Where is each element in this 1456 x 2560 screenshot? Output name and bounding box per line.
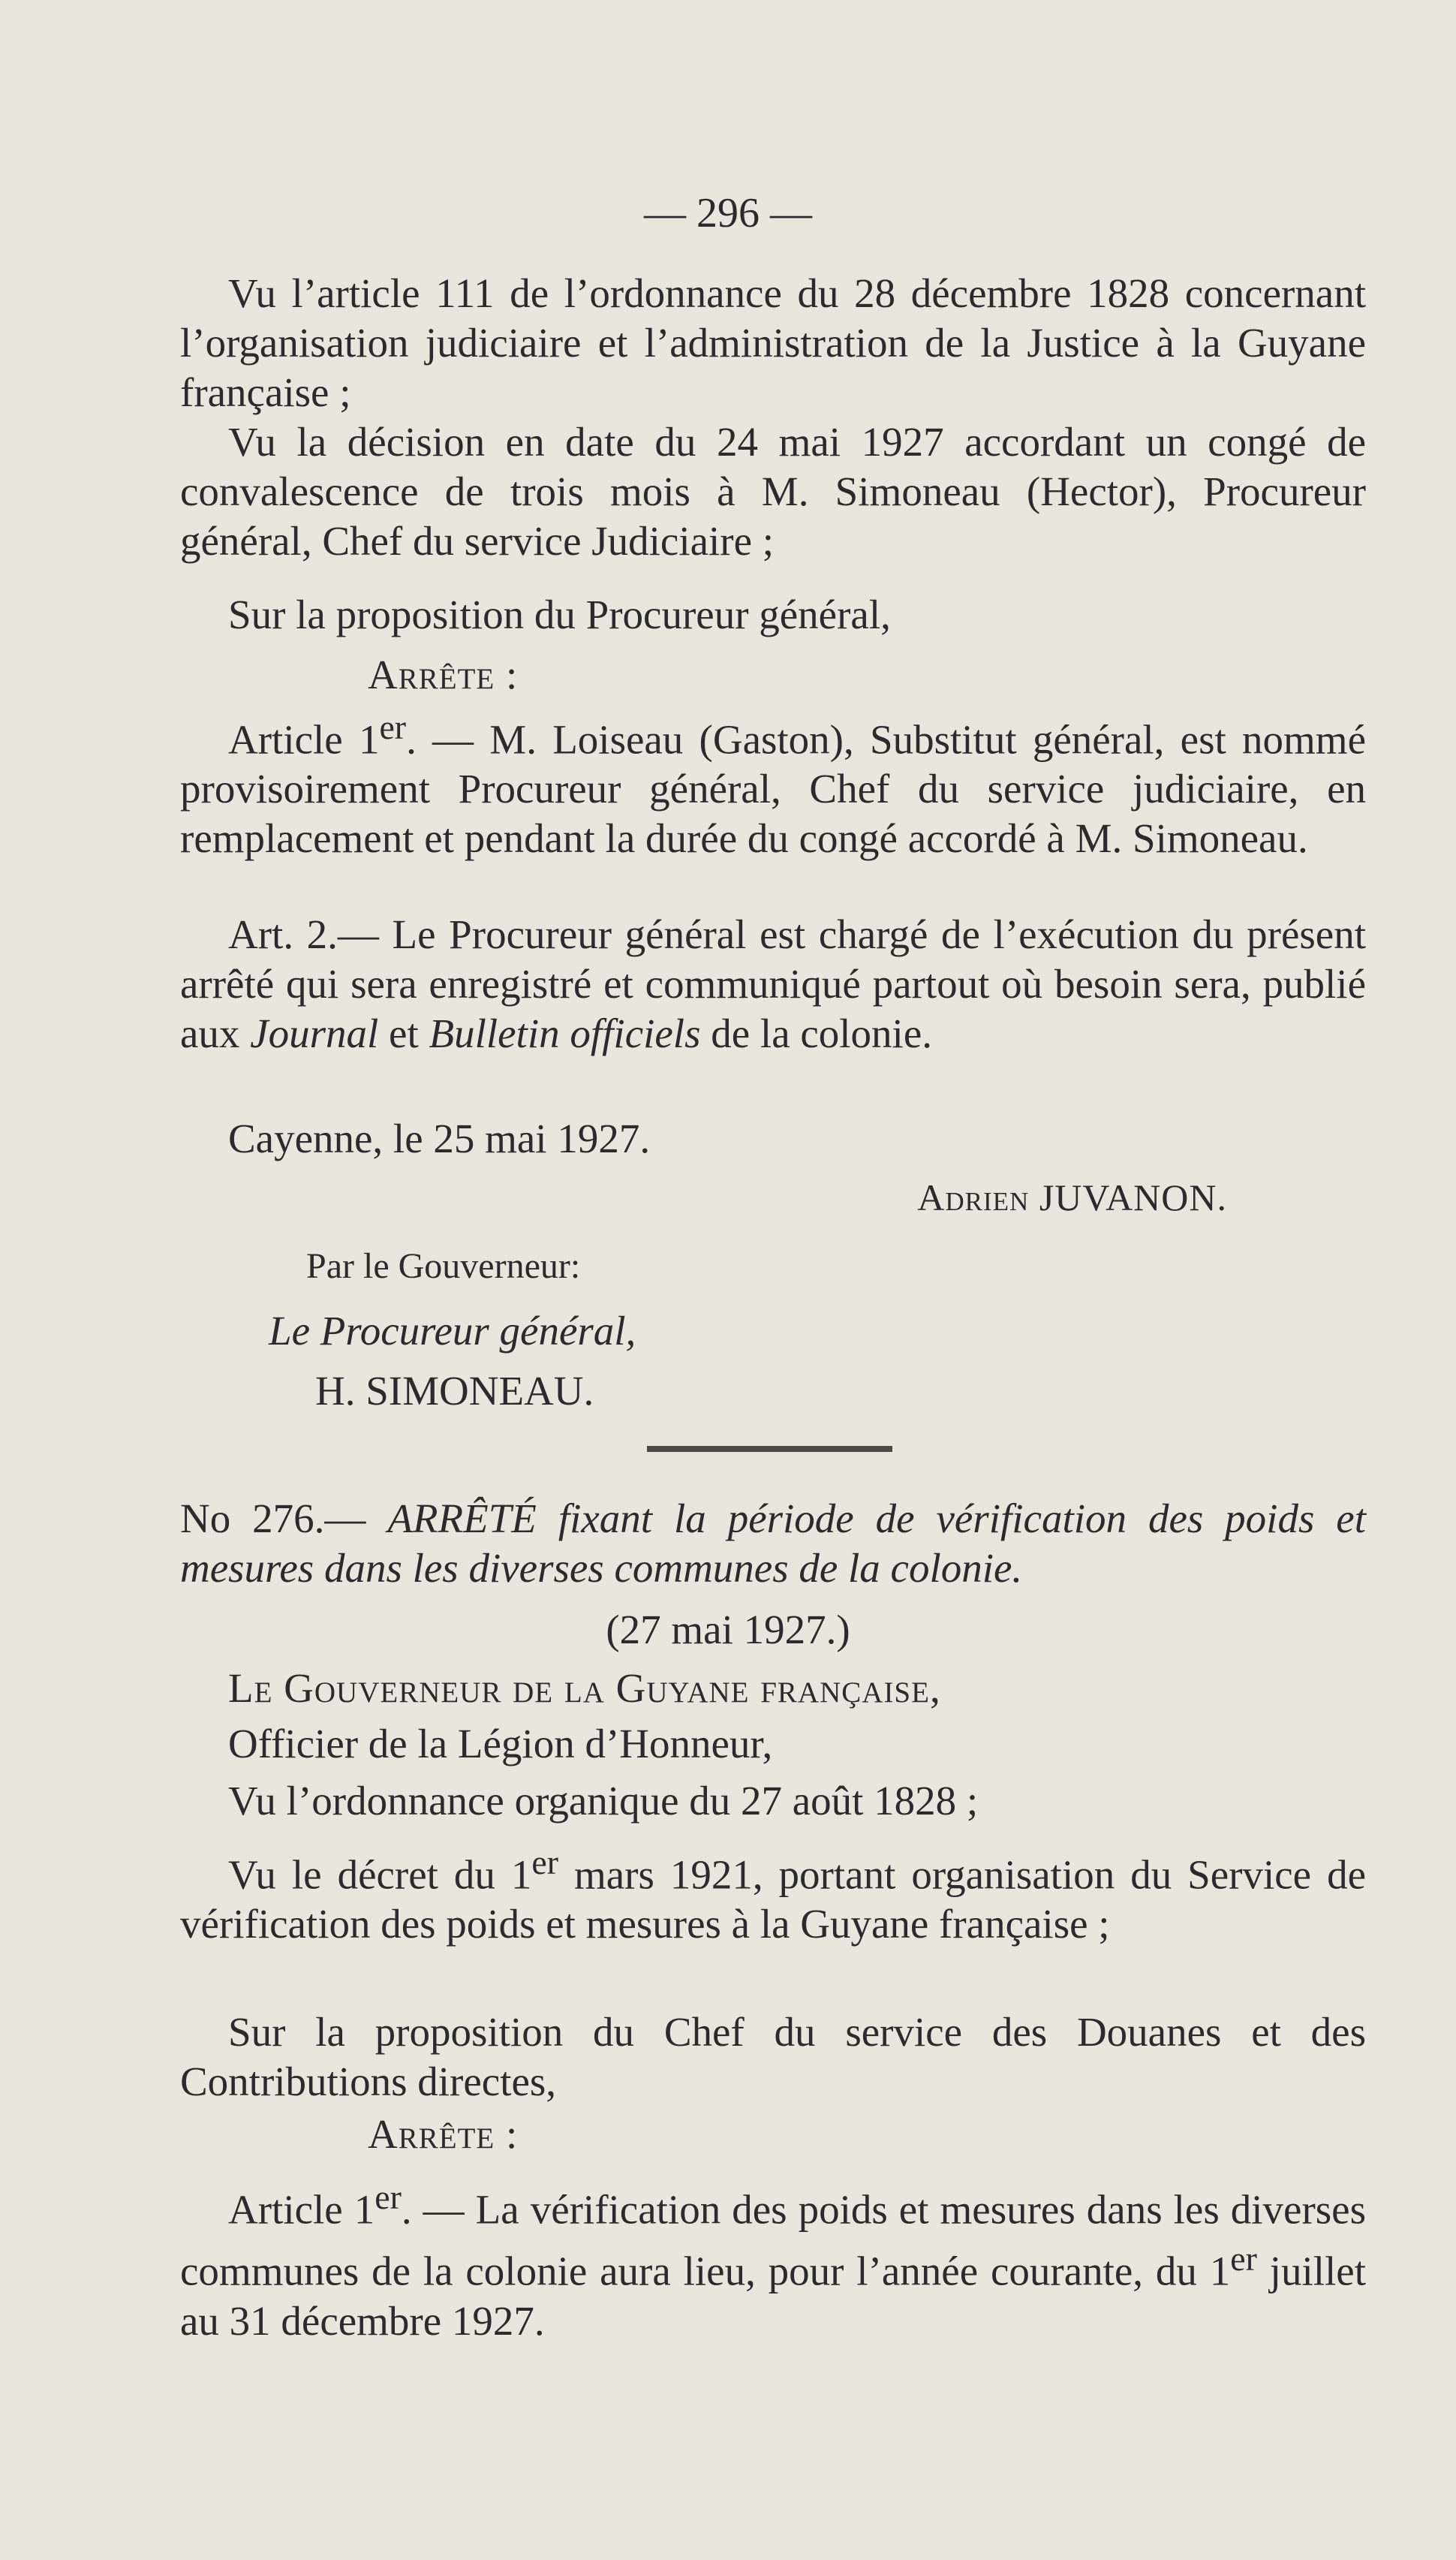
governor-signature: Adrien JUVANON. <box>917 1176 1227 1218</box>
article-1-text: . — M. Loiseau (Gaston), Substitut général, est nommé provisoirement Procureur général, Chef du service judiciaire, en remplacement et pendant la durée du congé accordé à M. Simoneau. <box>180 716 1366 862</box>
decree-2-article-1-label: Article 1 <box>228 2186 375 2233</box>
decree-2-number: No 276.— <box>180 1495 388 1541</box>
section-divider <box>647 1446 892 1452</box>
article-1-label: Article 1 <box>228 716 380 763</box>
place-date: Cayenne, le 25 mai 1927. <box>228 1116 651 1161</box>
decree-2-title: ARRÊTÉ fixant la période de vérification des poids et mesures dans les diverses communes de la colonie. <box>180 1495 1366 1591</box>
article-1 <box>180 703 1366 863</box>
governor-text: Le Gouverneur de la Guyane française, <box>228 1665 941 1711</box>
considerant-article-111: Vu l’article 111 de l’ordonnance du 28 décembre 1828 concernant l’organisation judiciaire et l’administration de la Justice à la Guyane française ; <box>180 270 1366 415</box>
prosecutor-name: H. SIMONEAU. <box>315 1368 594 1414</box>
decree-2-date: (27 mai 1927.) <box>606 1607 850 1652</box>
proposal-douanes: Sur la proposition du Chef du service des Douanes et des Contributions directes, <box>180 2009 1366 2104</box>
considerant-decret-a: Vu le décret du 1 <box>228 1851 532 1898</box>
considerant-decret <box>180 1838 1366 1949</box>
article-2-text: Art. 2.— Le Procureur général est chargé de l’exécution du présent arrêté qui sera enregistré et communiqué partout où besoin sera, publié aux <box>180 911 1366 1056</box>
officer-line: Officier de la Légion d’Honneur, <box>228 1721 773 1766</box>
arrete-heading: Arrête : <box>368 652 519 697</box>
article-1-superscript: er <box>379 708 407 746</box>
considerant-conge: Vu la décision en date du 24 mai 1927 accordant un congé de convalescence de trois mois à M. Simoneau (Hector), Procureur général, Chef du service Judiciaire ; <box>180 419 1366 564</box>
article-2 <box>180 910 1366 1059</box>
page-number: — 296 — <box>644 190 812 236</box>
and-word: et <box>378 1010 429 1056</box>
decree-2-article-1-sup2: er <box>1230 2239 1257 2278</box>
decree-2-article-1-text: . — La vérification des poids et mesures dans les diverses communes de la colonie aura lieu, pour l’année courante, du 1 <box>180 2186 1366 2294</box>
article-2-tail: de la colonie. <box>700 1010 932 1056</box>
prosecutor-title: Le Procureur général, <box>269 1308 636 1354</box>
proposal-line: Sur la proposition du Procureur général, <box>228 592 891 637</box>
governor-line <box>180 1664 1366 1713</box>
decree-2-article-1-sup: er <box>375 2178 402 2216</box>
arrete-heading-2: Arrête : <box>368 2111 519 2157</box>
considerant-decret-b: mars 1921, portant organisation du Service de vérification des poids et mesures à la Guyane française ; <box>180 1851 1366 1947</box>
considerant-ordonnance: Vu l’ordonnance organique du 27 août 1828 ; <box>228 1778 979 1824</box>
considerant-decret-sup: er <box>531 1843 558 1881</box>
decree-2-article-1-tail: juillet au 31 décembre 1927. <box>180 2248 1366 2344</box>
journal-word: Journal <box>250 1010 379 1056</box>
decree-2-article-1 <box>180 2173 1366 2346</box>
bulletin-word: Bulletin officiels <box>429 1010 701 1056</box>
by-governor: Par le Gouverneur: <box>306 1246 581 1286</box>
decree-2-heading <box>180 1494 1366 1593</box>
